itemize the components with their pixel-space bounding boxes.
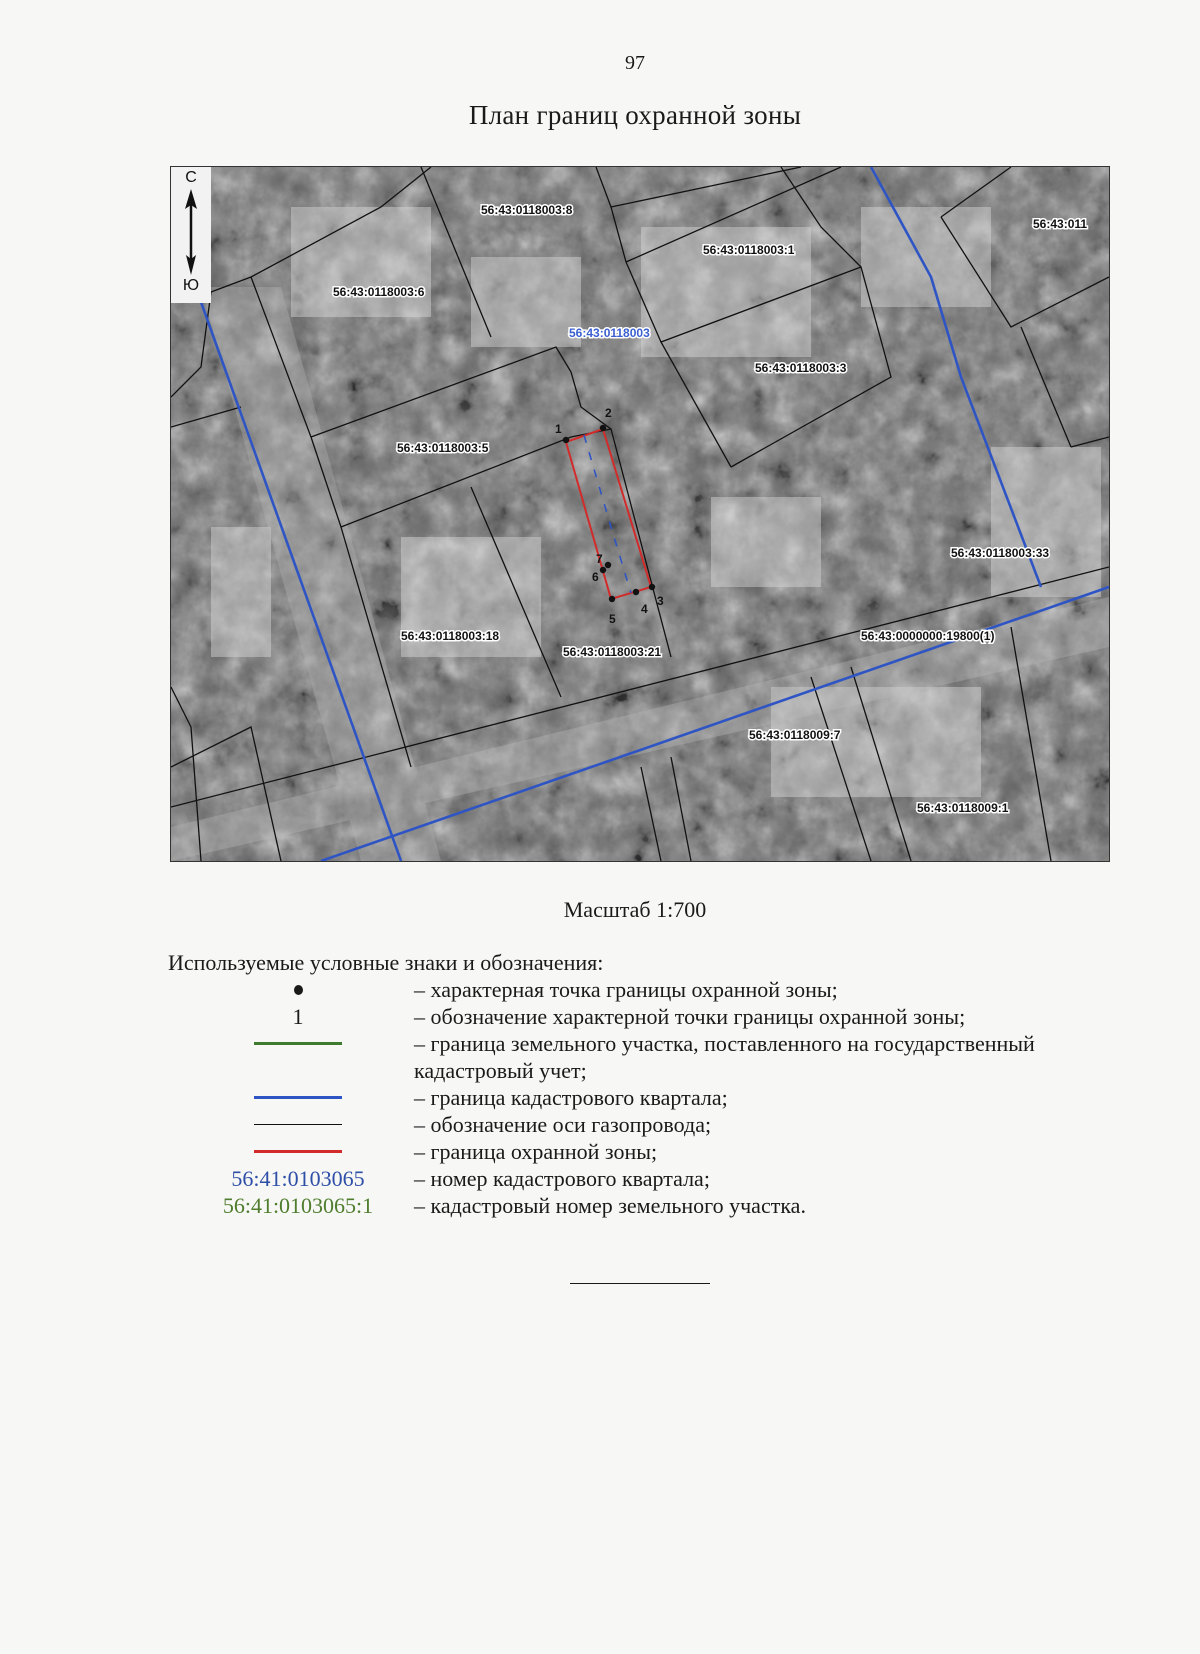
point-label-6: 6 <box>592 570 599 584</box>
point-label-4: 4 <box>641 602 648 616</box>
parcel-label: 56:43:011 <box>1033 217 1088 231</box>
parcel-label: 56:43:0118003:3 <box>755 361 847 375</box>
legend-symbol-text: 1 <box>292 1003 304 1029</box>
legend-heading: Используемые условные знаки и обозначения: <box>168 950 604 975</box>
blue-line-swatch-icon <box>254 1096 342 1099</box>
map-scale: Масштаб 1:700 <box>563 897 707 922</box>
page-title: План границ охранной зоны <box>468 100 802 130</box>
legend <box>168 976 1108 1219</box>
parcel-label: 56:43:0118003:1 <box>703 243 795 257</box>
black-line-swatch-icon <box>254 1124 342 1125</box>
parcel-label: 56:43:0118003:5 <box>397 441 489 455</box>
green-line-swatch-icon <box>254 1042 342 1045</box>
parcel-label: 56:43:0118003:21 <box>563 645 662 659</box>
legend-row <box>168 1192 1108 1219</box>
legend-symbol-parcel-number: 56:41:0103065:1 <box>222 1192 374 1218</box>
parcel-label: 56:43:0118003:6 <box>333 285 425 299</box>
point-label-1: 1 <box>555 422 562 436</box>
point-label-7: 7 <box>596 552 603 566</box>
quarter-label: 56:43:0118003 <box>569 326 650 340</box>
legend-row <box>168 1165 1108 1192</box>
red-line-swatch-icon <box>254 1150 342 1153</box>
legend-desc: – граница охранной зоны; <box>414 1139 658 1164</box>
legend-desc: – номер кадастрового квартала; <box>414 1166 710 1191</box>
point-label-5: 5 <box>609 612 616 626</box>
parcel-label: 56:43:0118003:8 <box>481 203 573 217</box>
cadastral-map[interactable] <box>170 166 1110 862</box>
legend-desc: – обозначение оси газопровода; <box>414 1112 712 1137</box>
point-label-3: 3 <box>657 594 664 608</box>
north-arrow-icon <box>183 189 199 275</box>
end-divider <box>570 1283 710 1284</box>
legend-row <box>168 1003 1108 1030</box>
legend-row <box>168 1138 1108 1165</box>
legend-desc: – характерная точка границы охранной зоны; <box>414 977 838 1002</box>
parcel-label: 56:43:0118009:1 <box>917 801 1009 815</box>
legend-row <box>168 1111 1108 1138</box>
compass-north-label: С <box>185 169 197 186</box>
legend-desc: – граница кадастрового квартала; <box>414 1085 728 1110</box>
legend-desc: – кадастровый номер земельного участка. <box>414 1193 806 1218</box>
point-label-2: 2 <box>605 406 612 420</box>
parcel-label: 56:43:0000000:19800(1) <box>861 629 995 643</box>
parcel-label: 56:43:0118003:33 <box>951 546 1050 560</box>
legend-desc: – обозначение характерной точки границы охранной зоны; <box>414 1004 966 1029</box>
legend-row <box>168 976 1108 1003</box>
legend-row <box>168 1084 1108 1111</box>
parcel-label: 56:43:0118003:18 <box>401 629 500 643</box>
point-dot-icon <box>294 985 303 995</box>
page-number: 97 <box>625 52 645 74</box>
parcel-label: 56:43:0118009:7 <box>749 728 841 742</box>
legend-row <box>168 1030 1108 1084</box>
map-canvas <box>171 167 1109 861</box>
north-arrow <box>171 167 211 303</box>
legend-desc: – граница земельного участка, поставленного на государственный кадастровый учет; <box>414 1031 1035 1083</box>
compass-south-label: Ю <box>182 277 200 294</box>
legend-symbol-quarter-number: 56:41:0103065 <box>231 1165 365 1191</box>
